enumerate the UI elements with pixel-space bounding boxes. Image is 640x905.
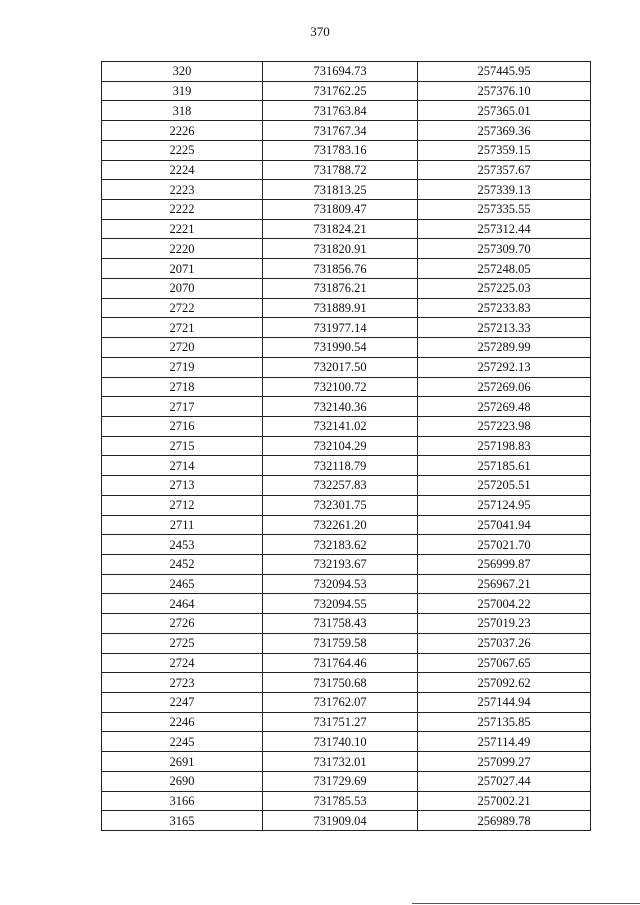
point-number-cell: 2226 bbox=[102, 121, 263, 141]
point-number-cell: 2222 bbox=[102, 200, 263, 220]
x-coordinate-cell: 731694.73 bbox=[263, 62, 418, 82]
x-coordinate-cell: 731729.69 bbox=[263, 771, 418, 791]
y-coordinate-cell: 257135.85 bbox=[418, 712, 591, 732]
point-number-cell: 2465 bbox=[102, 574, 263, 594]
y-coordinate-cell: 257019.23 bbox=[418, 614, 591, 634]
x-coordinate-cell: 732141.02 bbox=[263, 416, 418, 436]
coordinate-table-body bbox=[102, 62, 591, 831]
table-row bbox=[102, 574, 591, 594]
table-row bbox=[102, 357, 591, 377]
bottom-divider bbox=[412, 903, 640, 904]
table-row bbox=[102, 476, 591, 496]
y-coordinate-cell: 257233.83 bbox=[418, 298, 591, 318]
y-coordinate-cell: 257223.98 bbox=[418, 416, 591, 436]
x-coordinate-cell: 732100.72 bbox=[263, 377, 418, 397]
y-coordinate-cell: 257269.06 bbox=[418, 377, 591, 397]
y-coordinate-cell: 256999.87 bbox=[418, 554, 591, 574]
y-coordinate-cell: 257027.44 bbox=[418, 771, 591, 791]
y-coordinate-cell: 257312.44 bbox=[418, 219, 591, 239]
point-number-cell: 2245 bbox=[102, 732, 263, 752]
y-coordinate-cell: 257067.65 bbox=[418, 653, 591, 673]
x-coordinate-cell: 731783.16 bbox=[263, 140, 418, 160]
point-number-cell: 2721 bbox=[102, 318, 263, 338]
table-row bbox=[102, 318, 591, 338]
x-coordinate-cell: 731909.04 bbox=[263, 811, 418, 831]
table-row bbox=[102, 377, 591, 397]
table-row bbox=[102, 633, 591, 653]
x-coordinate-cell: 731788.72 bbox=[263, 160, 418, 180]
x-coordinate-cell: 731856.76 bbox=[263, 259, 418, 279]
point-number-cell: 2725 bbox=[102, 633, 263, 653]
table-row bbox=[102, 140, 591, 160]
y-coordinate-cell: 257099.27 bbox=[418, 752, 591, 772]
y-coordinate-cell: 257339.13 bbox=[418, 180, 591, 200]
table-row bbox=[102, 712, 591, 732]
table-row bbox=[102, 219, 591, 239]
x-coordinate-cell: 732257.83 bbox=[263, 476, 418, 496]
x-coordinate-cell: 731813.25 bbox=[263, 180, 418, 200]
table-row bbox=[102, 515, 591, 535]
x-coordinate-cell: 731977.14 bbox=[263, 318, 418, 338]
y-coordinate-cell: 257037.26 bbox=[418, 633, 591, 653]
x-coordinate-cell: 731767.34 bbox=[263, 121, 418, 141]
y-coordinate-cell: 257376.10 bbox=[418, 81, 591, 101]
table-row bbox=[102, 239, 591, 259]
table-row bbox=[102, 614, 591, 634]
x-coordinate-cell: 731785.53 bbox=[263, 791, 418, 811]
y-coordinate-cell: 257092.62 bbox=[418, 673, 591, 693]
table-row bbox=[102, 693, 591, 713]
y-coordinate-cell: 257114.49 bbox=[418, 732, 591, 752]
y-coordinate-cell: 256989.78 bbox=[418, 811, 591, 831]
y-coordinate-cell: 257021.70 bbox=[418, 535, 591, 555]
table-row bbox=[102, 160, 591, 180]
point-number-cell: 319 bbox=[102, 81, 263, 101]
table-row bbox=[102, 495, 591, 515]
table-row bbox=[102, 673, 591, 693]
table-row bbox=[102, 338, 591, 358]
y-coordinate-cell: 257213.33 bbox=[418, 318, 591, 338]
x-coordinate-cell: 732094.55 bbox=[263, 594, 418, 614]
coordinate-table bbox=[101, 61, 591, 831]
x-coordinate-cell: 731876.21 bbox=[263, 278, 418, 298]
y-coordinate-cell: 257335.55 bbox=[418, 200, 591, 220]
y-coordinate-cell: 257365.01 bbox=[418, 101, 591, 121]
table-row bbox=[102, 554, 591, 574]
x-coordinate-cell: 731763.84 bbox=[263, 101, 418, 121]
point-number-cell: 2722 bbox=[102, 298, 263, 318]
x-coordinate-cell: 731820.91 bbox=[263, 239, 418, 259]
table-row bbox=[102, 535, 591, 555]
point-number-cell: 2071 bbox=[102, 259, 263, 279]
point-number-cell: 2715 bbox=[102, 436, 263, 456]
x-coordinate-cell: 732301.75 bbox=[263, 495, 418, 515]
y-coordinate-cell: 257225.03 bbox=[418, 278, 591, 298]
point-number-cell: 2691 bbox=[102, 752, 263, 772]
point-number-cell: 2690 bbox=[102, 771, 263, 791]
table-row bbox=[102, 771, 591, 791]
table-row bbox=[102, 81, 591, 101]
y-coordinate-cell: 257357.67 bbox=[418, 160, 591, 180]
y-coordinate-cell: 256967.21 bbox=[418, 574, 591, 594]
x-coordinate-cell: 732104.29 bbox=[263, 436, 418, 456]
table-row bbox=[102, 62, 591, 82]
point-number-cell: 2718 bbox=[102, 377, 263, 397]
y-coordinate-cell: 257248.05 bbox=[418, 259, 591, 279]
y-coordinate-cell: 257002.21 bbox=[418, 791, 591, 811]
table-row bbox=[102, 436, 591, 456]
point-number-cell: 2220 bbox=[102, 239, 263, 259]
point-number-cell: 2452 bbox=[102, 554, 263, 574]
table-row bbox=[102, 121, 591, 141]
y-coordinate-cell: 257198.83 bbox=[418, 436, 591, 456]
y-coordinate-cell: 257269.48 bbox=[418, 397, 591, 417]
table-row bbox=[102, 180, 591, 200]
y-coordinate-cell: 257041.94 bbox=[418, 515, 591, 535]
x-coordinate-cell: 731759.58 bbox=[263, 633, 418, 653]
x-coordinate-cell: 732140.36 bbox=[263, 397, 418, 417]
x-coordinate-cell: 731764.46 bbox=[263, 653, 418, 673]
table-row bbox=[102, 811, 591, 831]
point-number-cell: 2464 bbox=[102, 594, 263, 614]
x-coordinate-cell: 731762.25 bbox=[263, 81, 418, 101]
point-number-cell: 2711 bbox=[102, 515, 263, 535]
point-number-cell: 2070 bbox=[102, 278, 263, 298]
table-row bbox=[102, 416, 591, 436]
point-number-cell: 2719 bbox=[102, 357, 263, 377]
x-coordinate-cell: 732261.20 bbox=[263, 515, 418, 535]
point-number-cell: 2223 bbox=[102, 180, 263, 200]
x-coordinate-cell: 732183.62 bbox=[263, 535, 418, 555]
point-number-cell: 2720 bbox=[102, 338, 263, 358]
table-row bbox=[102, 298, 591, 318]
x-coordinate-cell: 731990.54 bbox=[263, 338, 418, 358]
y-coordinate-cell: 257124.95 bbox=[418, 495, 591, 515]
point-number-cell: 3166 bbox=[102, 791, 263, 811]
point-number-cell: 318 bbox=[102, 101, 263, 121]
y-coordinate-cell: 257359.15 bbox=[418, 140, 591, 160]
table-row bbox=[102, 397, 591, 417]
y-coordinate-cell: 257309.70 bbox=[418, 239, 591, 259]
y-coordinate-cell: 257185.61 bbox=[418, 456, 591, 476]
y-coordinate-cell: 257445.95 bbox=[418, 62, 591, 82]
point-number-cell: 2723 bbox=[102, 673, 263, 693]
x-coordinate-cell: 732017.50 bbox=[263, 357, 418, 377]
point-number-cell: 2225 bbox=[102, 140, 263, 160]
table-row bbox=[102, 456, 591, 476]
x-coordinate-cell: 731740.10 bbox=[263, 732, 418, 752]
point-number-cell: 2717 bbox=[102, 397, 263, 417]
page-number: 370 bbox=[310, 24, 330, 39]
table-row bbox=[102, 653, 591, 673]
y-coordinate-cell: 257292.13 bbox=[418, 357, 591, 377]
point-number-cell: 2246 bbox=[102, 712, 263, 732]
point-number-cell: 2247 bbox=[102, 693, 263, 713]
y-coordinate-cell: 257144.94 bbox=[418, 693, 591, 713]
table-row bbox=[102, 259, 591, 279]
table-row bbox=[102, 752, 591, 772]
table-row bbox=[102, 278, 591, 298]
table-row bbox=[102, 200, 591, 220]
x-coordinate-cell: 731751.27 bbox=[263, 712, 418, 732]
x-coordinate-cell: 731762.07 bbox=[263, 693, 418, 713]
y-coordinate-cell: 257205.51 bbox=[418, 476, 591, 496]
x-coordinate-cell: 731758.43 bbox=[263, 614, 418, 634]
point-number-cell: 2716 bbox=[102, 416, 263, 436]
point-number-cell: 2724 bbox=[102, 653, 263, 673]
table-row bbox=[102, 594, 591, 614]
x-coordinate-cell: 732193.67 bbox=[263, 554, 418, 574]
table-row bbox=[102, 791, 591, 811]
point-number-cell: 3165 bbox=[102, 811, 263, 831]
point-number-cell: 2714 bbox=[102, 456, 263, 476]
point-number-cell: 2726 bbox=[102, 614, 263, 634]
x-coordinate-cell: 731732.01 bbox=[263, 752, 418, 772]
x-coordinate-cell: 732118.79 bbox=[263, 456, 418, 476]
point-number-cell: 2221 bbox=[102, 219, 263, 239]
y-coordinate-cell: 257004.22 bbox=[418, 594, 591, 614]
point-number-cell: 2712 bbox=[102, 495, 263, 515]
x-coordinate-cell: 731809.47 bbox=[263, 200, 418, 220]
x-coordinate-cell: 731824.21 bbox=[263, 219, 418, 239]
table-row bbox=[102, 732, 591, 752]
table-row bbox=[102, 101, 591, 121]
y-coordinate-cell: 257289.99 bbox=[418, 338, 591, 358]
y-coordinate-cell: 257369.36 bbox=[418, 121, 591, 141]
x-coordinate-cell: 732094.53 bbox=[263, 574, 418, 594]
point-number-cell: 2224 bbox=[102, 160, 263, 180]
point-number-cell: 2713 bbox=[102, 476, 263, 496]
point-number-cell: 2453 bbox=[102, 535, 263, 555]
x-coordinate-cell: 731889.91 bbox=[263, 298, 418, 318]
point-number-cell: 320 bbox=[102, 62, 263, 82]
x-coordinate-cell: 731750.68 bbox=[263, 673, 418, 693]
